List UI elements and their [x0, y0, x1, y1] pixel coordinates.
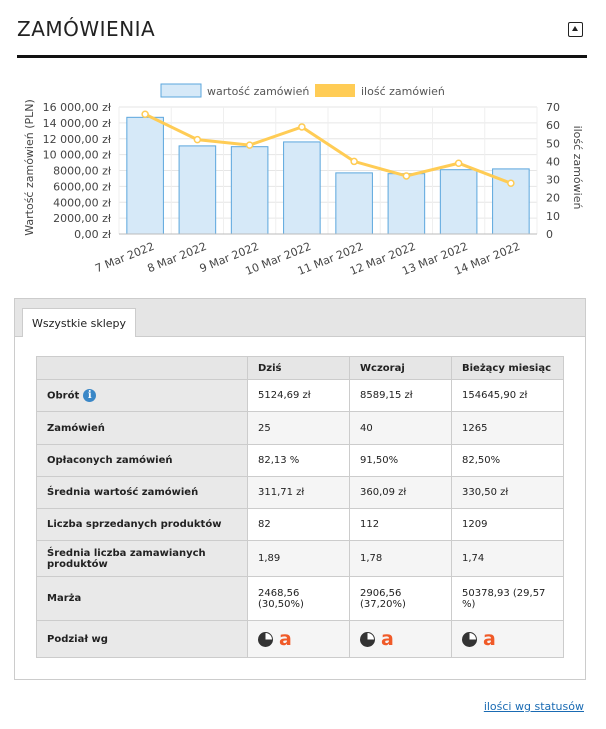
header-empty	[37, 357, 248, 380]
row-label: Zamówień	[37, 412, 248, 445]
y-tick-label: 8000,00 zł	[53, 164, 111, 178]
y2-tick-label: 70	[546, 101, 560, 114]
bar	[284, 142, 321, 234]
y2-tick-label: 30	[546, 173, 560, 187]
allegro-icon[interactable]: a	[279, 627, 292, 650]
row-label: Średnia liczba zamawianych produktów	[37, 541, 248, 577]
line-point	[247, 142, 253, 148]
line-point	[456, 160, 462, 166]
line-point	[299, 124, 305, 130]
cell: 82,13 %	[248, 445, 350, 477]
cell: 25	[248, 412, 350, 445]
cell: 82	[248, 509, 350, 541]
table-row	[37, 577, 564, 621]
row-label: Podział wg	[37, 621, 248, 658]
y-tick-label: 4000,00 zł	[53, 196, 111, 210]
x-tick-label: 11 Mar 2022	[295, 239, 366, 278]
cell: 82,50%	[452, 445, 564, 477]
cell: 40	[350, 412, 452, 445]
line-point	[403, 173, 409, 179]
x-tick-label: 10 Mar 2022	[243, 239, 313, 278]
pie-chart-icon[interactable]	[462, 632, 477, 647]
cell: 112	[350, 509, 452, 541]
table-row	[37, 445, 564, 477]
y2-tick-label: 50	[546, 137, 560, 151]
table-row	[37, 541, 564, 577]
line-point	[351, 158, 357, 164]
row-label: Opłaconych zamówień	[37, 445, 248, 477]
widget-header	[17, 0, 587, 58]
x-tick-label: 12 Mar 2022	[347, 239, 418, 278]
y-tick-label: 12 000,00 zł	[42, 132, 111, 146]
info-icon[interactable]: i	[83, 389, 96, 402]
y-tick-label: 16 000,00 zł	[42, 101, 111, 114]
cell: 1,74	[452, 541, 564, 577]
cell: 2906,56 (37,20%)	[350, 577, 452, 621]
table-row	[37, 380, 564, 412]
cell: 5124,69 zł	[248, 380, 350, 412]
legend-swatch-line	[315, 84, 355, 97]
cell: 1,89	[248, 541, 350, 577]
cell: 50378,93 (29,57 %)	[452, 577, 564, 621]
bar	[336, 173, 373, 234]
x-tick-label: 13 Mar 2022	[400, 239, 470, 278]
y-tick-label: 2000,00 zł	[53, 212, 111, 226]
y-tick-label: 0,00 zł	[74, 228, 111, 241]
line-point	[508, 180, 514, 186]
y2-tick-label: 10	[546, 209, 560, 223]
page-title: ZAMÓWIENIA	[17, 17, 156, 41]
cell: 1,78	[350, 541, 452, 577]
x-tick-label: 9 Mar 2022	[197, 239, 261, 276]
y2-tick-label: 20	[546, 191, 560, 205]
y-tick-label: 14 000,00 zł	[42, 116, 111, 130]
y2-axis-title: ilość zamówień	[571, 125, 584, 210]
line-point	[194, 137, 200, 143]
y2-tick-label: 60	[546, 119, 560, 133]
y-axis-title: Wartość zamówień (PLN)	[23, 99, 36, 236]
pie-chart-icon[interactable]	[360, 632, 375, 647]
allegro-icon[interactable]: a	[381, 627, 394, 650]
table-row	[37, 621, 564, 658]
tab-bar	[15, 299, 585, 337]
table-row	[37, 477, 564, 509]
y2-tick-label: 0	[546, 228, 553, 241]
cell: 8589,15 zł	[350, 380, 452, 412]
bar	[127, 117, 164, 234]
allegro-icon[interactable]: a	[483, 627, 496, 650]
legend-label: ilość zamówień	[361, 85, 445, 98]
x-tick-label: 14 Mar 2022	[452, 239, 522, 278]
cell	[350, 621, 452, 658]
cell: 91,50%	[350, 445, 452, 477]
bar	[440, 170, 477, 234]
table-row	[37, 412, 564, 445]
header-today: Dziś	[248, 357, 350, 380]
cell: 360,09 zł	[350, 477, 452, 509]
cell	[248, 621, 350, 658]
cell: 330,50 zł	[452, 477, 564, 509]
row-label: Obrót i	[37, 380, 248, 412]
cell: 1209	[452, 509, 564, 541]
legend-swatch-bar	[161, 84, 201, 97]
x-tick-label: 8 Mar 2022	[145, 239, 209, 276]
legend-label: wartość zamówień	[207, 85, 310, 98]
cell	[452, 621, 564, 658]
row-label: Marża	[37, 577, 248, 621]
y-tick-label: 10 000,00 zł	[42, 148, 111, 162]
tab-all-shops[interactable]: Wszystkie sklepy	[22, 308, 136, 337]
stats-panel	[14, 298, 586, 680]
table-row	[37, 509, 564, 541]
collapse-icon[interactable]	[568, 22, 583, 37]
bar	[231, 147, 268, 234]
header-current-month: Bieżący miesiąc	[452, 357, 564, 380]
stats-table	[36, 356, 564, 658]
cell: 311,71 zł	[248, 477, 350, 509]
row-label: Średnia wartość zamówień	[37, 477, 248, 509]
x-tick-label: 7 Mar 2022	[93, 239, 157, 276]
cell: 154645,90 zł	[452, 380, 564, 412]
cell: 2468,56 (30,50%)	[248, 577, 350, 621]
orders-by-status-link[interactable]: ilości wg statusów	[483, 700, 584, 713]
y2-tick-label: 40	[546, 155, 560, 169]
line-point	[142, 111, 148, 117]
row-label: Liczba sprzedanych produktów	[37, 509, 248, 541]
pie-chart-icon[interactable]	[258, 632, 273, 647]
header-yesterday: Wczoraj	[350, 357, 452, 380]
bar	[179, 146, 216, 234]
cell: 1265	[452, 412, 564, 445]
bar	[388, 174, 425, 234]
y-tick-label: 6000,00 zł	[53, 180, 111, 194]
